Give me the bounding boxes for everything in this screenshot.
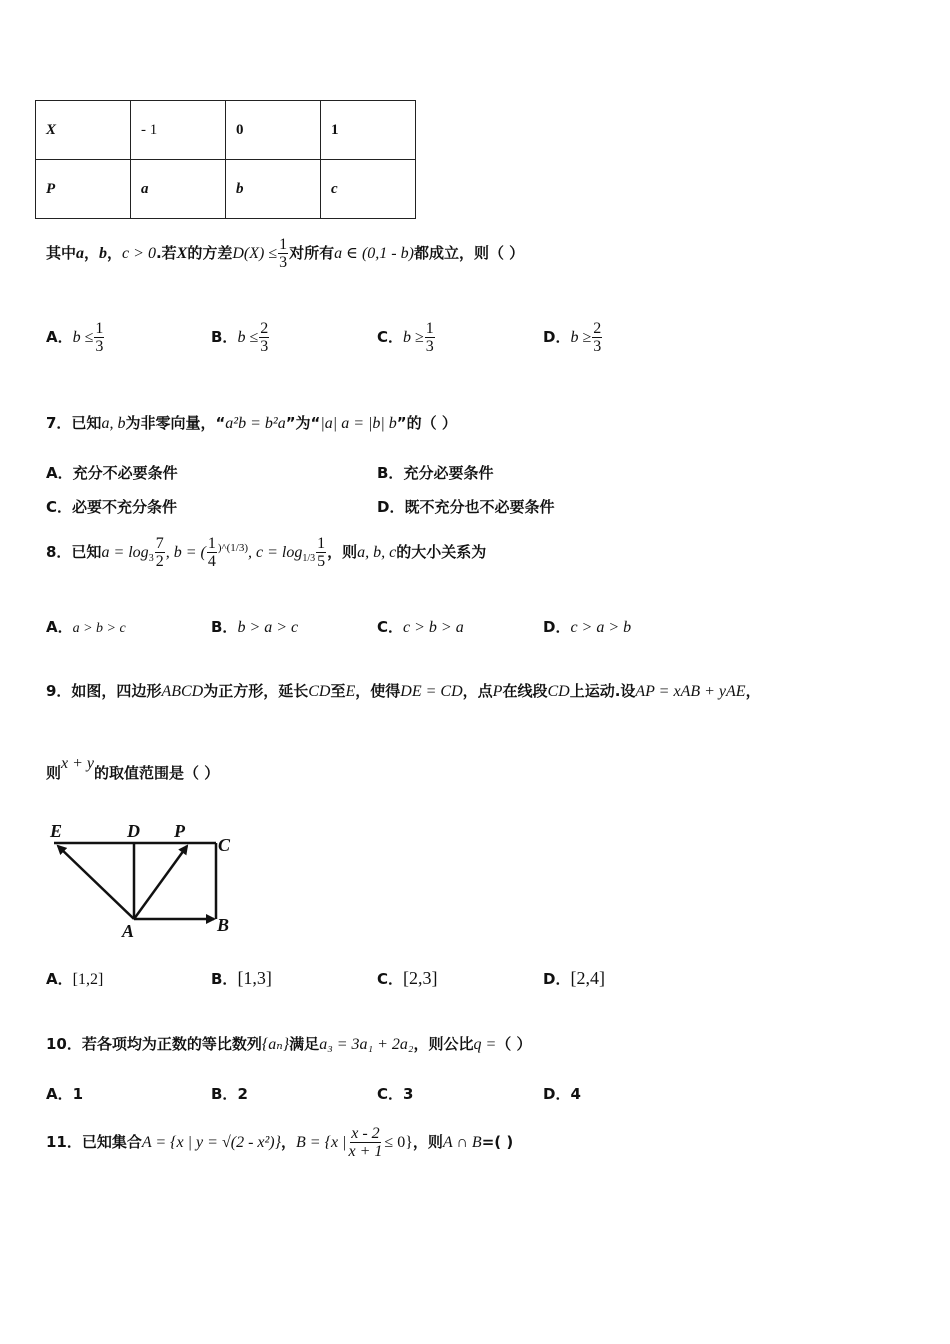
denominator: 5 <box>317 553 326 570</box>
numerator: 1 <box>425 320 434 337</box>
label-p: P <box>174 821 185 841</box>
q9-option-a[interactable] <box>46 968 103 989</box>
denominator: 3 <box>425 338 434 355</box>
option-math: b > a > c <box>237 619 299 636</box>
numerator: 2 <box>260 320 269 337</box>
denominator: 4 <box>207 553 216 570</box>
option-label: B． <box>377 464 404 482</box>
q10-text: （ ） <box>496 1035 532 1053</box>
q11-intersection: A ∩ B <box>442 1134 482 1151</box>
option-math: b ≤ <box>237 329 259 346</box>
q7-option-b[interactable] <box>377 462 493 483</box>
table-cell: P <box>36 160 131 219</box>
label-a: A <box>122 921 135 940</box>
table-row <box>36 160 416 219</box>
q7-vars: a, b <box>101 415 126 432</box>
option-math: a > b > c <box>72 621 126 636</box>
q8-b-expr: , b = ( <box>165 544 206 561</box>
q10-option-a[interactable] <box>46 1083 83 1104</box>
q7-text: 7．已知 <box>46 414 102 432</box>
denominator: 3 <box>95 338 104 355</box>
q8-vars: a, b, c <box>357 544 397 561</box>
denominator: 3 <box>593 338 602 355</box>
q9-math: x + y <box>61 755 95 772</box>
q8-b-fraction <box>207 535 217 570</box>
option-math: [1,3] <box>237 968 272 988</box>
option-text: 既不充分也不必要条件 <box>404 498 555 516</box>
q8-stem <box>46 535 486 570</box>
q10-equation: a₃ = 3a₁ + 2a₂ <box>319 1036 414 1053</box>
q6-option-a[interactable] <box>46 320 105 355</box>
q7-expr2: |a| a = |b| b <box>320 415 397 432</box>
option-label: B． <box>211 970 238 988</box>
q6-text: ， <box>107 244 123 262</box>
option-label: C． <box>377 618 404 636</box>
option-label: C． <box>377 970 404 988</box>
q7-option-c[interactable] <box>46 496 177 517</box>
q10-text: ，则公比 <box>413 1035 474 1053</box>
option-label: A． <box>46 618 73 636</box>
label-e: E <box>50 821 63 841</box>
q9-text: 为正方形，延长 <box>203 682 309 700</box>
option-label: A． <box>46 970 73 988</box>
q6-option-c[interactable] <box>377 320 436 355</box>
q11-text: ，则 <box>412 1133 443 1151</box>
q9-text: 的取值范围是（ ） <box>94 764 220 782</box>
q7-text: 为非零向量，“ <box>125 414 226 432</box>
option-text: 4 <box>570 1085 581 1103</box>
q9-math: CD <box>547 683 570 700</box>
q7-expr1: a²b = b²a <box>225 415 286 432</box>
denominator: 3 <box>279 254 288 271</box>
q6-range: a ∈ (0,1 - b) <box>334 245 414 262</box>
q8-text: 的大小关系为 <box>396 543 487 561</box>
q9-text: 则 <box>46 764 62 782</box>
q8-c-expr: , c = log <box>248 544 303 561</box>
q9-math: ABCD <box>161 683 204 700</box>
q9-text: ， <box>745 682 761 700</box>
option-label: B． <box>211 1085 238 1103</box>
q8-text: ，则 <box>327 543 358 561</box>
q10-ratio: q = <box>473 1036 497 1053</box>
numerator: 2 <box>593 320 602 337</box>
option-label: D． <box>543 618 571 636</box>
q6-text: .若 <box>155 244 177 262</box>
label-c: C <box>218 835 231 855</box>
q8-option-a[interactable] <box>46 616 126 637</box>
option-label: D． <box>377 498 405 516</box>
q6-text: 其中 <box>46 244 77 262</box>
q9-math: E <box>345 683 356 700</box>
q11-text: ， <box>281 1133 297 1151</box>
q9-figure <box>40 815 240 940</box>
q8-b-exponent: )^(1/3) <box>217 542 249 554</box>
q9-math: CD <box>308 683 331 700</box>
option-label: B． <box>211 328 238 346</box>
q9-stem <box>46 680 761 701</box>
q9-text: 上运动.设 <box>569 682 636 700</box>
option-label: D． <box>543 1085 571 1103</box>
option-label: B． <box>211 618 238 636</box>
q8-option-d[interactable] <box>543 616 631 637</box>
q8-a-expr: a = log <box>101 544 149 561</box>
numerator: 7 <box>155 535 164 552</box>
option-text: 3 <box>403 1085 414 1103</box>
option-text: 2 <box>237 1085 248 1103</box>
q6-text: ， <box>84 244 100 262</box>
option-math: [2,3] <box>403 968 438 988</box>
vector-ae <box>58 846 134 919</box>
table-cell: 0 <box>226 101 321 160</box>
q8-a-base: 3 <box>148 553 154 564</box>
q11-set-b-rhs: ≤ 0} <box>384 1134 413 1151</box>
option-math: b ≥ <box>403 329 424 346</box>
numerator: x - 2 <box>351 1125 380 1142</box>
q6-option-d[interactable] <box>543 320 603 355</box>
option-math: b ≥ <box>570 329 592 346</box>
q11-fraction <box>348 1125 384 1160</box>
denominator: 3 <box>260 338 269 355</box>
q10-text: 满足 <box>289 1035 320 1053</box>
q8-text: 8．已知 <box>46 543 102 561</box>
option-math: c > a > b <box>570 619 632 636</box>
option-label: C． <box>46 498 73 516</box>
q10-option-b[interactable] <box>211 1083 248 1104</box>
q6-var-a: a <box>76 245 85 262</box>
q7-stem <box>46 412 457 433</box>
numerator: 1 <box>317 535 326 552</box>
q8-a-fraction <box>155 535 165 570</box>
q6-stem <box>46 236 524 271</box>
option-label: D． <box>543 328 571 346</box>
q7-option-d[interactable] <box>377 496 554 517</box>
q9-option-d[interactable] <box>543 968 605 989</box>
q6-cond: c > 0 <box>122 245 156 262</box>
option-text: 必要不充分条件 <box>72 498 178 516</box>
q10-option-d[interactable] <box>543 1083 581 1104</box>
q9-option-b[interactable] <box>211 968 272 989</box>
q9-math: DE = CD <box>400 683 463 700</box>
option-fraction <box>592 320 602 355</box>
q6-option-b[interactable] <box>211 320 270 355</box>
q7-text: ”为“ <box>285 414 321 432</box>
label-d: D <box>127 821 140 841</box>
option-text: 充分不必要条件 <box>72 464 178 482</box>
q9-math: P <box>492 683 503 700</box>
q10-stem <box>46 1033 532 1054</box>
option-math: [2,4] <box>570 968 605 988</box>
q11-text: =( ) <box>481 1133 514 1151</box>
q7-option-a[interactable] <box>46 462 178 483</box>
option-label: D． <box>543 970 571 988</box>
q9-stem-line2 <box>46 755 219 783</box>
option-fraction <box>425 320 435 355</box>
table-cell: a <box>131 160 226 219</box>
q6-text: 的方差 <box>187 244 233 262</box>
q8-option-c[interactable] <box>377 616 464 637</box>
label-b: B <box>217 915 230 935</box>
numerator: 1 <box>95 320 104 337</box>
option-label: C． <box>377 328 404 346</box>
q9-vector-eq: AP = xAB + yAE <box>635 683 746 700</box>
table-cell: X <box>36 101 131 160</box>
q10-option-c[interactable] <box>377 1083 413 1104</box>
q11-stem <box>46 1125 513 1160</box>
option-fraction <box>259 320 269 355</box>
option-fraction <box>94 320 104 355</box>
q10-text: 10．若各项均为正数的等比数列 <box>46 1035 262 1053</box>
option-label: A． <box>46 464 73 482</box>
option-math: c > b > a <box>403 619 464 636</box>
q9-text: 在线段 <box>502 682 548 700</box>
table-cell: - 1 <box>131 101 226 160</box>
distribution-table <box>35 100 416 219</box>
numerator: 1 <box>207 535 216 552</box>
denominator: 2 <box>155 553 164 570</box>
vector-ap <box>134 846 187 919</box>
q9-text: ，使得 <box>355 682 401 700</box>
q6-variance: D(X) ≤ <box>232 245 278 262</box>
q11-set-b: B = {x | <box>296 1134 347 1151</box>
numerator: 1 <box>279 236 288 253</box>
denominator: x + 1 <box>348 1143 383 1160</box>
q11-text: 11．已知集合 <box>46 1133 142 1151</box>
table-row <box>36 101 416 160</box>
q8-option-b[interactable] <box>211 616 298 637</box>
option-math: b ≤ <box>72 329 94 346</box>
table-cell: b <box>226 160 321 219</box>
option-text: 1 <box>72 1085 84 1103</box>
q9-option-c[interactable] <box>377 968 438 989</box>
q7-text: ”的（ ） <box>396 414 457 432</box>
q6-var-x: X <box>176 245 188 262</box>
q6-text: 对所有 <box>289 244 335 262</box>
option-label: A． <box>46 1085 73 1103</box>
q10-sequence: {aₙ} <box>261 1036 290 1053</box>
q9-text: ，点 <box>462 682 493 700</box>
option-label: A． <box>46 328 73 346</box>
option-label: C． <box>377 1085 404 1103</box>
q6-var-b: b <box>99 245 108 262</box>
q9-text: 9．如图，四边形 <box>46 682 162 700</box>
q6-text: 都成立，则（ ） <box>413 244 525 262</box>
table-cell: 1 <box>321 101 416 160</box>
q11-set-a: A = {x | y = √(2 - x²)} <box>141 1134 282 1151</box>
q8-c-base: 1/3 <box>302 553 316 564</box>
q8-c-fraction <box>316 535 326 570</box>
q6-fraction <box>278 236 288 271</box>
q9-text: 至 <box>330 682 346 700</box>
option-math: [1,2] <box>72 971 104 988</box>
option-text: 充分必要条件 <box>403 464 494 482</box>
table-cell: c <box>321 160 416 219</box>
